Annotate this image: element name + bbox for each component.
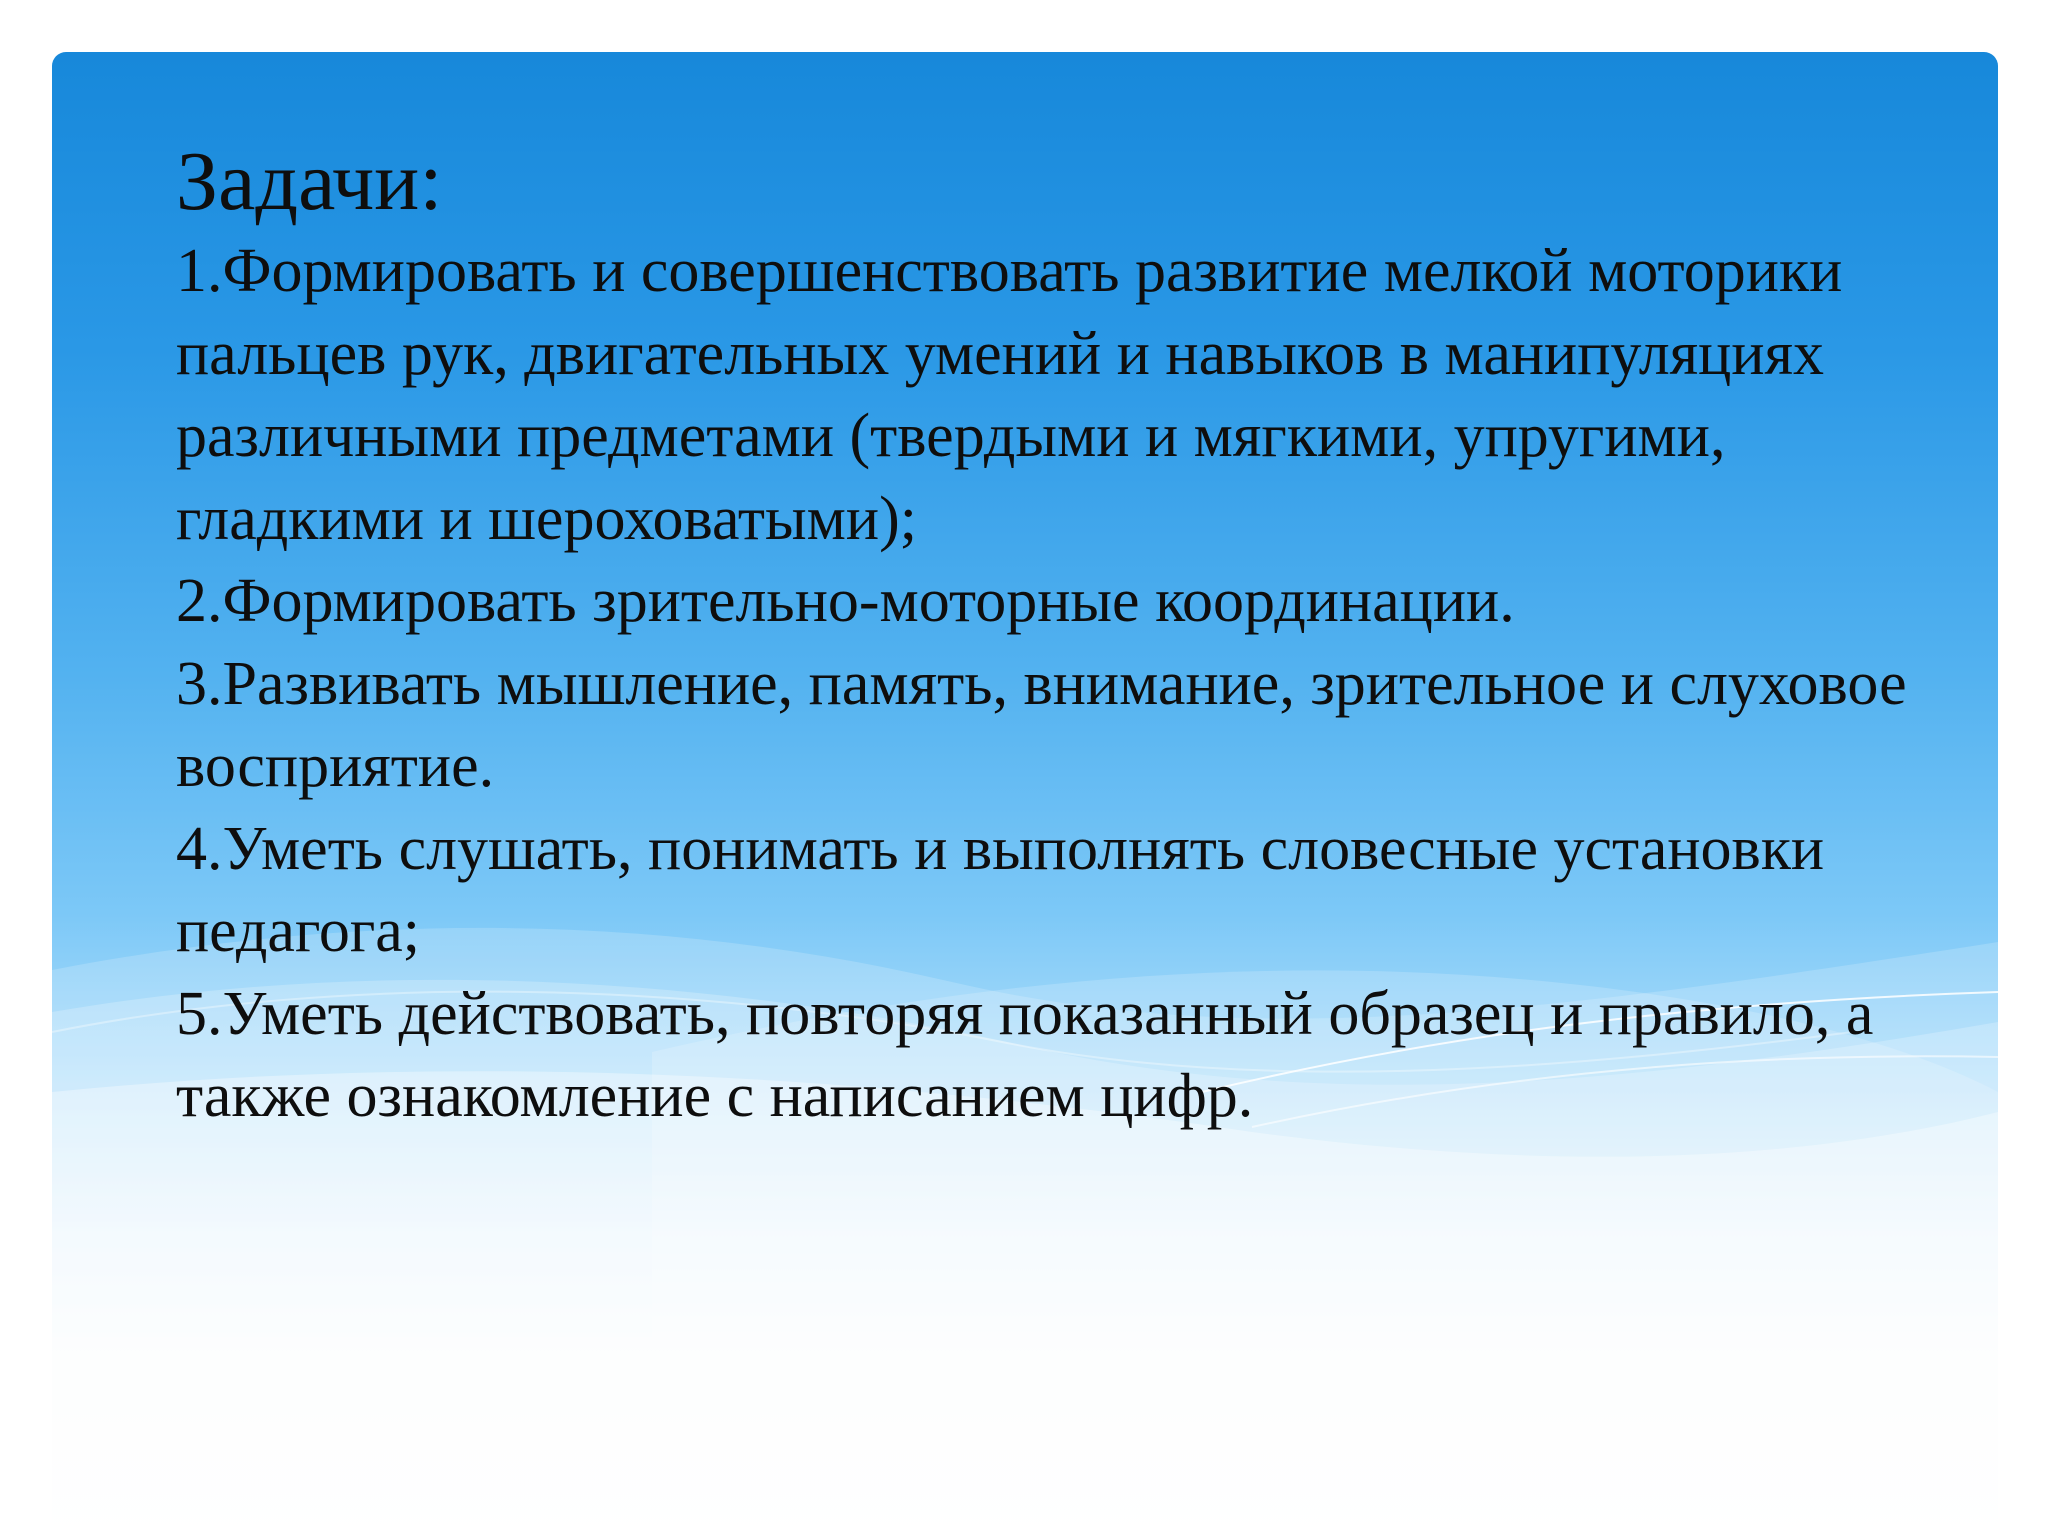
task-item: 2.Формировать зрительно-моторные координации. xyxy=(176,567,1515,635)
slide xyxy=(52,52,1998,1536)
task-list xyxy=(176,230,1916,1138)
slide-content xyxy=(176,134,1916,1138)
task-item: 3.Развивать мышление, память, внимание, зрительное и слуховое восприятие. xyxy=(176,649,1907,800)
task-item: 1.Формировать и совершенствовать развитие мелкой моторики пальцев рук, двигательных умений и навыков в манипуляциях различными предметами (твердыми и мягкими, упругими, гладкими и шероховатыми); xyxy=(176,237,1843,553)
slide-title: Задачи: xyxy=(176,135,443,228)
task-item: 5.Уметь действовать, повторяя показанный образец и правило, а также ознакомление с написанием цифр. xyxy=(176,979,1874,1130)
task-item: 4.Уметь слушать, понимать и выполнять словесные установки педагога; xyxy=(176,814,1825,965)
